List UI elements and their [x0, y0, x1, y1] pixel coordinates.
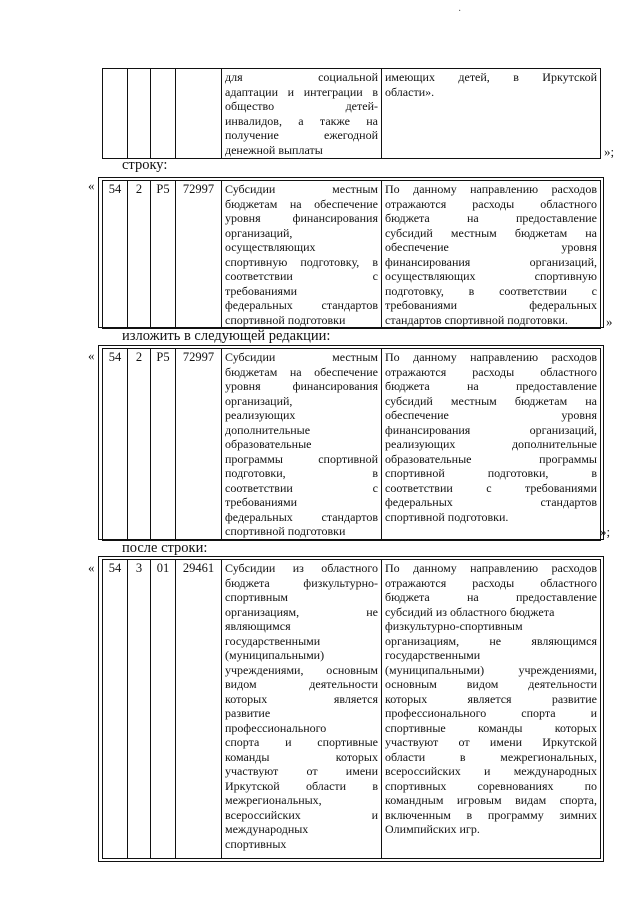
expense-description-cell — [382, 349, 601, 541]
text-line: всероссийских и международных — [385, 764, 597, 778]
code-cell — [151, 69, 176, 159]
text-line: По данному направлению расходов — [385, 350, 597, 364]
text-line: финансирования организаций, — [385, 422, 597, 437]
text-line: которых является — [225, 691, 378, 706]
table-row — [103, 349, 601, 541]
text-line: основным видом деятельности — [385, 677, 597, 691]
text-line: адаптации и интеграции в — [225, 84, 378, 99]
code-cell — [103, 69, 128, 159]
code-cell — [128, 69, 151, 159]
text-line: соответствии с требованиями — [385, 480, 597, 495]
text-line: отражаются расходы областного — [385, 196, 597, 211]
text-line: образовательные программы — [385, 451, 597, 466]
table-row — [103, 181, 601, 329]
text-line: Олимпийских игр. — [385, 822, 480, 836]
text-line: уровня финансирования — [225, 211, 378, 225]
expense-name-cell — [222, 181, 382, 329]
text-line: По данному направлению расходов — [385, 182, 597, 196]
code-cell: 72997 — [176, 349, 222, 541]
text-line: инвалидов, а также на — [225, 113, 378, 128]
code-cell: 2 — [128, 181, 151, 329]
text-line: спорта и спортивные — [225, 735, 378, 749]
expense-name-cell — [222, 560, 382, 859]
text-line: всероссийских и — [225, 807, 378, 822]
text-line: уровня финансирования — [225, 379, 378, 393]
text-line: учреждениями, основным — [225, 662, 378, 677]
text-line: соответствии с — [225, 269, 378, 283]
text-line: соответствии с — [225, 480, 378, 495]
text-line: Субсидии местным — [225, 182, 378, 196]
text-line: командным игровым видам спорта, — [385, 793, 597, 807]
text-line: бюджета на предоставление — [385, 211, 597, 225]
expense-description-cell — [382, 69, 601, 159]
text-line: общество детей- — [225, 99, 378, 113]
text-line: осуществляющих — [225, 240, 316, 254]
text-line: участвуют от имени — [225, 764, 378, 778]
budget-table-reference-row — [102, 559, 601, 859]
code-cell: 2 — [128, 349, 151, 541]
code-cell: 54 — [103, 560, 128, 859]
code-cell: 29461 — [176, 560, 222, 859]
text-line: осуществляющих спортивную — [385, 269, 597, 283]
text-line: получение ежегодной — [225, 128, 378, 142]
text-line: спортивную подготовку, в — [225, 254, 378, 269]
text-line: спортивной подготовки — [225, 312, 346, 327]
text-line: подготовку, в соответствии с — [385, 283, 597, 298]
budget-table-continuation — [102, 68, 601, 159]
text-line: Иркутской области в — [225, 778, 378, 793]
text-line: физкультурно-спортивным — [385, 619, 523, 633]
text-line: бюджета на предоставление — [385, 379, 597, 393]
label-posle: после строки: — [122, 540, 208, 556]
closing-quote: »; — [600, 524, 611, 539]
text-line: субсидий местным бюджетам на — [385, 225, 597, 240]
opening-quote: « — [88, 348, 95, 363]
text-line: требованиями — [225, 283, 298, 298]
text-line: По данному направлению расходов — [385, 561, 597, 575]
opening-quote: « — [88, 178, 95, 193]
expense-description-cell — [382, 560, 601, 859]
closing-quote: »; — [604, 144, 615, 159]
text-line: Субсидии из областного — [225, 561, 378, 575]
text-line: (муниципальными) — [225, 648, 325, 662]
text-line: бюджета физкультурно- — [225, 575, 378, 590]
label-izlozhit: изложить в следующей редакции: — [122, 328, 331, 344]
text-line: международных — [225, 822, 309, 836]
text-line: спортивных соревнованиях по — [385, 778, 597, 793]
text-line: бюджета на предоставление — [385, 590, 597, 604]
text-line: спортивным — [225, 590, 288, 604]
opening-quote: « — [88, 560, 95, 575]
code-cell: P5 — [151, 349, 176, 541]
text-line: профессионального — [225, 720, 327, 735]
text-line: участвуют от имени Иркутской — [385, 735, 597, 749]
closing-quote: » — [606, 314, 613, 329]
text-line: развитие — [225, 706, 271, 720]
text-line: дополнительные — [225, 422, 311, 437]
text-line: организаций, — [225, 225, 293, 240]
text-line: спортивной подготовки. — [385, 509, 509, 524]
text-line: подготовки, в — [225, 466, 378, 480]
budget-table-new-row — [102, 348, 601, 541]
text-line: реализующих — [225, 408, 296, 422]
text-line: образовательные — [225, 437, 312, 451]
text-line: являющимся — [225, 619, 291, 633]
text-line: спортивных — [225, 836, 287, 851]
text-line: области в межрегиональных, — [385, 749, 597, 764]
text-line: государственными — [385, 648, 481, 662]
text-line: (муниципальными) учреждениями, — [385, 662, 597, 677]
code-cell: 72997 — [176, 181, 222, 329]
text-line: требованиями федеральных — [385, 298, 597, 312]
expense-description-cell — [382, 181, 601, 329]
text-line: обеспечение уровня — [385, 240, 597, 254]
text-line: организациям, не — [225, 604, 378, 619]
code-cell: 01 — [151, 560, 176, 859]
text-line: Субсидии местным — [225, 350, 378, 364]
text-line: для социальной — [225, 70, 378, 84]
code-cell: P5 — [151, 181, 176, 329]
text-line: требованиями — [225, 495, 298, 509]
text-line: федеральных стандартов — [225, 509, 378, 524]
text-line: финансирования организаций, — [385, 254, 597, 269]
code-cell: 54 — [103, 181, 128, 329]
text-line: федеральных стандартов — [225, 298, 378, 312]
text-line: организаций, — [225, 393, 293, 408]
table-row — [103, 69, 601, 159]
code-cell: 54 — [103, 349, 128, 541]
text-line: организациям, не являющимся — [385, 633, 597, 648]
text-line: денежной выплаты — [225, 142, 323, 157]
text-line: обеспечение уровня — [385, 408, 597, 422]
text-line: отражаются расходы областного — [385, 575, 597, 590]
text-line: бюджетам на обеспечение — [225, 364, 378, 379]
text-line: видом деятельности — [225, 677, 378, 691]
text-line: профессионального спорта и — [385, 706, 597, 720]
text-line: спортивные команды которых — [385, 720, 597, 735]
code-cell — [176, 69, 222, 159]
text-line: спортивной подготовки, в — [385, 466, 597, 480]
text-line: федеральных стандартов — [385, 495, 597, 509]
text-line: области». — [385, 84, 435, 99]
text-line: субсидий из областного бюджета — [385, 604, 555, 619]
expense-name-cell — [222, 69, 382, 159]
text-line: которых является развитие — [385, 691, 597, 706]
text-line: государственными — [225, 633, 321, 648]
text-line: отражаются расходы областного — [385, 364, 597, 379]
page-mark: · — [458, 6, 462, 17]
budget-table-old-row — [102, 180, 601, 329]
code-cell: 3 — [128, 560, 151, 859]
text-line: реализующих дополнительные — [385, 437, 597, 451]
text-line: программы спортивной — [225, 451, 378, 466]
text-line: стандартов спортивной подготовки. — [385, 312, 568, 327]
label-stroku: строку: — [122, 157, 168, 173]
expense-name-cell — [222, 349, 382, 541]
text-line: бюджетам на обеспечение — [225, 196, 378, 211]
text-line: команды которых — [225, 749, 378, 764]
table-row — [103, 560, 601, 859]
text-line: имеющих детей, в Иркутской — [385, 70, 597, 84]
text-line: межрегиональных, — [225, 793, 322, 807]
text-line: включенным в программу зимних — [385, 807, 597, 822]
text-line: спортивной подготовки — [225, 524, 346, 538]
text-line: субсидий местным бюджетам на — [385, 393, 597, 408]
